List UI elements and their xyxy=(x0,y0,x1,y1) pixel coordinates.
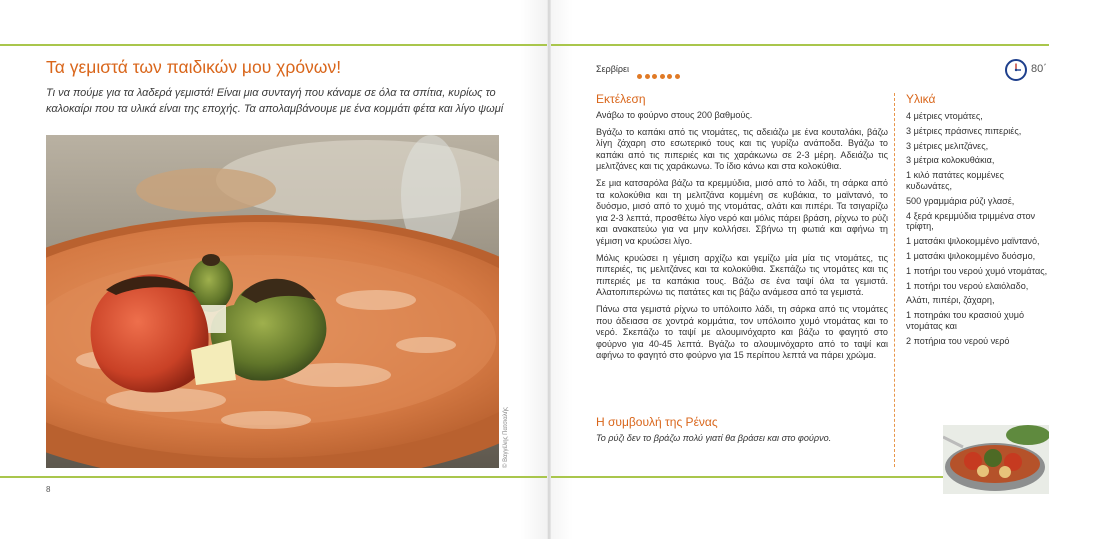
tip-text: Το ρύζι δεν το βράζω πολύ γιατί θα βράσει και στο φούρνο. xyxy=(596,433,832,443)
photo-credit: © Βαγγέλης Πατσιαλής xyxy=(503,407,509,468)
top-rule-left xyxy=(0,44,547,46)
gutter-shadow-right xyxy=(551,0,573,539)
method-step: Πάνω στα γεμιστά ρίχνω το υπόλοιπο λάδι, τη σάρκα από τις ντομάτες που άδειασα σε χοντρά κομμάτια, τον υπόλοιπο χυμό ντομάτας και το νερό. Σκεπάζω το ταψί με αλουμινόχαρτο και βάζω το φαγητό στο φούρνο για 40-45 λεπτά. Βγάζω το αλουμινόχαρτο από το ταψί και αφήνω το φαγητό στο φούρνο για 15 περίπου λεπτά να πάρει χρώμα. xyxy=(596,303,888,361)
method-heading: Εκτέλεση xyxy=(596,92,646,106)
ingredient-item: 2 ποτήρια του νερού νερό xyxy=(906,335,1010,346)
ingredient-item: 3 μέτριες μελιτζάνες, xyxy=(906,140,989,151)
method-step: Σε μια κατσαρόλα βάζω τα κρεμμύδια, μισό από το λάδι, τη σάρκα από τα κολοκύθια και τη μελιτζάνα κομμένη σε κυβάκια, το μαϊντανό, το δυόσμο, μισό από το χυμό της ντομάτας, αλάτι και πιπέρι. Τα τσιγαρίζω για 2-3 λεπτά, προσθέτω λίγο νερό και μόλις πάρει βράση, ρίχνω το ρύζι και ανακατεύω για να μην κολλήσει. Σβήνω τη φωτιά και αφήνω τη γέμιση να κρυώσει λίγο. xyxy=(596,177,888,246)
ingredients-heading: Υλικά xyxy=(906,92,936,106)
orange-dot-icon xyxy=(675,74,680,79)
ingredient-item: 3 μέτριες πράσινες πιπεριές, xyxy=(906,125,1022,136)
orange-dot-icon xyxy=(660,74,665,79)
clock-icon xyxy=(1005,59,1027,81)
serves-label: Σερβίρει xyxy=(596,64,630,74)
gutter-shadow-left xyxy=(520,0,547,539)
ingredient-item: 4 ξερά κρεμμύδια τριμμένα στον τρίφτη, xyxy=(906,210,1036,232)
orange-dot-icon xyxy=(667,74,672,79)
prep-time: 80΄ xyxy=(1031,63,1047,75)
stuffed-vegetables-photo xyxy=(46,135,499,468)
method-step: Βγάζω το καπάκι από τις ντομάτες, τις αδειάζω με ένα κουταλάκι, βάζω λίγη ζάχαρη στο εσωτερικό τους και τις γυρίζω ανάποδα. Βγάζω το καπάκι από τις πιπεριές και τις χαράκωνω σε 2-3 μέρη. Αδειάζω τις μελιτζάνες και τις χαράκωνω. Το ίδιο κάνω και στα κολοκύθια. xyxy=(596,126,888,172)
top-rule-right xyxy=(551,44,1049,46)
tip-heading: Η συμβουλή της Ρένας xyxy=(596,415,718,429)
recipe-photo xyxy=(46,135,499,468)
orange-dot-icon xyxy=(645,74,650,79)
serving-dots xyxy=(637,66,682,84)
ingredient-item: 500 γραμμάρια ρύζι γλασέ, xyxy=(906,195,1015,206)
ingredient-item: 1 ποτήρι του νερού χυμό ντομάτας, xyxy=(906,265,1048,276)
ingredients-list xyxy=(906,111,1048,351)
orange-dot-icon xyxy=(637,74,642,79)
column-divider xyxy=(894,93,895,467)
method-steps xyxy=(596,110,888,367)
ingredient-item: 1 ματσάκι ψιλοκομμένο δυόσμο, xyxy=(906,250,1036,261)
bottom-rule-left xyxy=(0,476,547,478)
ingredient-item: 1 ποτηράκι του κρασιού χυμό ντομάτας και xyxy=(906,310,1025,331)
ingredient-item: 1 ματσάκι ψιλοκομμένο μαϊντανό, xyxy=(906,236,1040,247)
recipe-intro: Τι να πούμε για τα λαδερά γεμιστά! Είναι μια συνταγή που κάναμε σε όλα τα σπίτια, κυρίως το καλοκαίρι που τα υλικά είναι της εποχής. Τα απολαμβάνουμε με ένα κομμάτι φέτα και λίγο ψωμί xyxy=(46,87,504,115)
baking-dish-photo xyxy=(943,425,1049,494)
recipe-title: Τα γεμιστά των παιδικών μου χρόνων! xyxy=(46,57,342,77)
ingredient-item: Αλάτι, πιπέρι, ζάχαρη, xyxy=(906,295,995,306)
ingredient-item: 1 κιλό πατάτες κομμένες κυδωνάτες, xyxy=(906,170,1004,191)
ingredient-item: 3 μέτρια κολοκυθάκια, xyxy=(906,155,995,166)
ingredient-item: 1 ποτήρι του νερού ελαιόλαδο, xyxy=(906,280,1029,291)
method-step: Μόλις κρυώσει η γέμιση αρχίζω και γεμίζω μία μία τις ντομάτες, τις πιπεριές, τις μελιτζάνες και τα κολοκύθια. Σκεπάζω τις ντομάτες και τις πιπεριές με τα καπάκια τους. Βάζω σε ένα ταψί όλα τα γεμιστά. Αλατοπιπερώνω τις πατάτες και τις βάζω ανάμεσα από τα γεμιστά. xyxy=(596,252,888,298)
page-number: 8 xyxy=(46,485,51,494)
ingredient-item: 4 μέτριες ντομάτες, xyxy=(906,111,983,121)
method-step: Ανάβω το φούρνο στους 200 βαθμούς. xyxy=(596,110,753,120)
orange-dot-icon xyxy=(652,74,657,79)
